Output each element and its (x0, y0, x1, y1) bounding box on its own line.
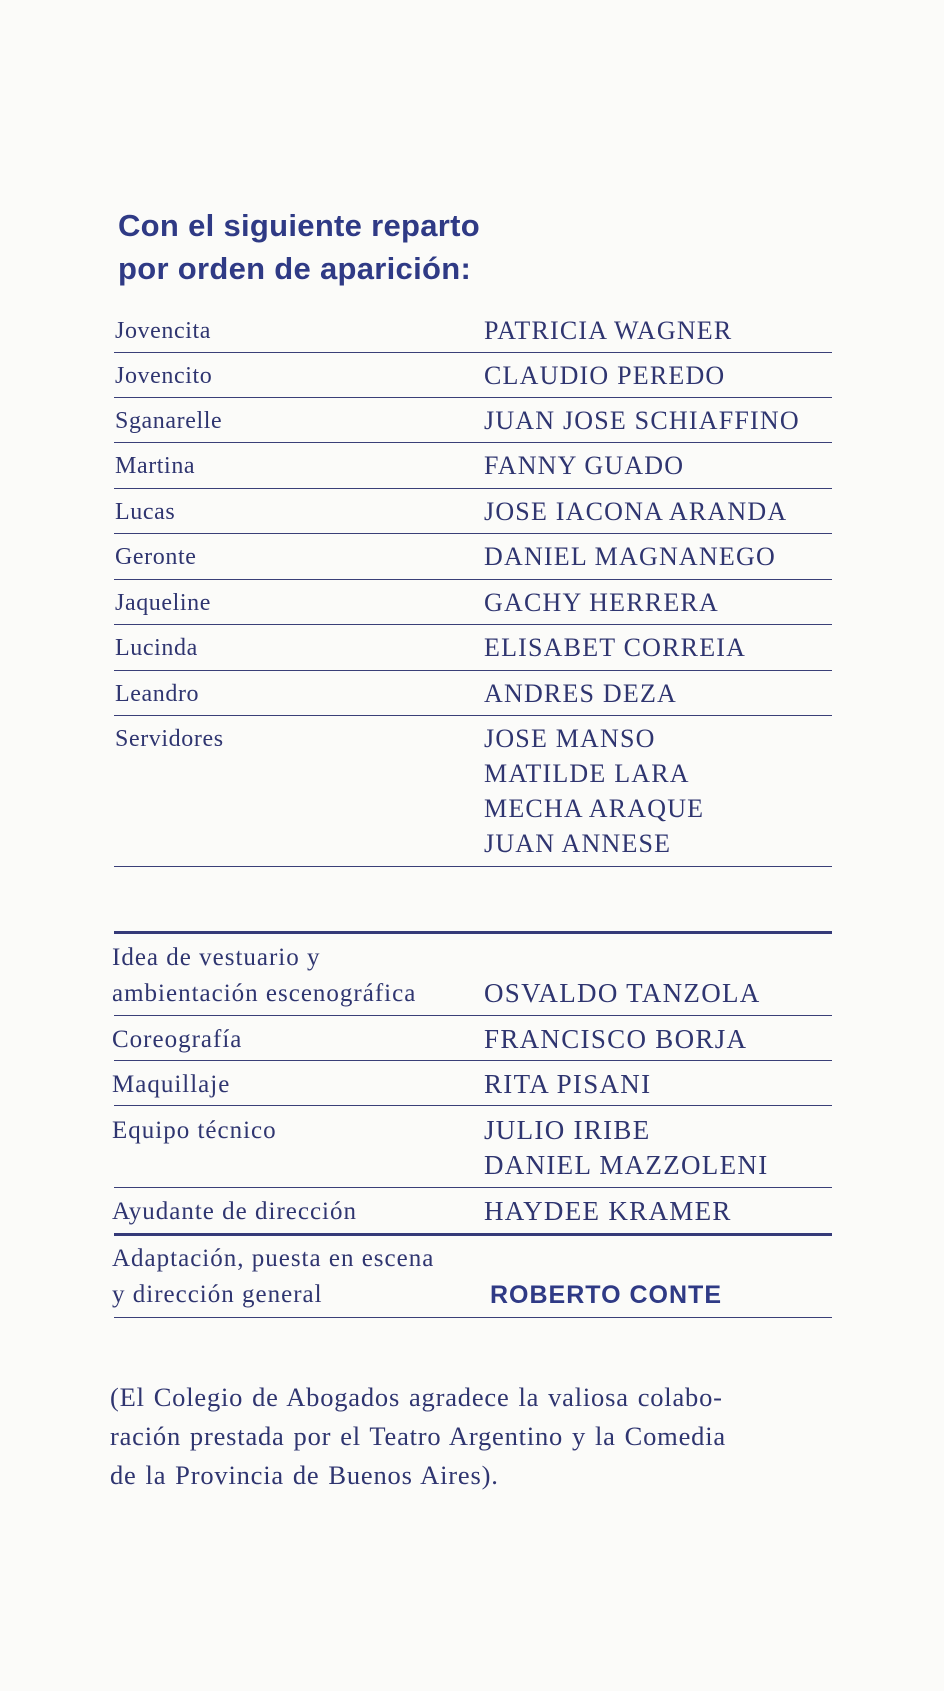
cast-role: Jaqueline (115, 590, 212, 616)
director-name: ROBERTO CONTE (490, 1281, 722, 1309)
cast-actor: CLAUDIO PEREDO (484, 361, 726, 390)
divider-line (114, 442, 832, 443)
cast-actor: PATRICIA WAGNER (484, 316, 733, 345)
crew-role: Coreografía (112, 1026, 243, 1053)
cast-actor: JOSE MANSO (484, 724, 656, 753)
crew-role: y dirección general (112, 1281, 323, 1308)
cast-actor: FANNY GUADO (484, 451, 685, 480)
cast-role: Lucinda (115, 635, 198, 661)
crew-member: HAYDEE KRAMER (484, 1196, 732, 1226)
cast-actor: JOSE IACONA ARANDA (484, 497, 788, 526)
crew-member: OSVALDO TANZOLA (484, 978, 761, 1008)
divider-line (114, 352, 832, 353)
crew-role: Idea de vestuario y (112, 944, 321, 971)
cast-actor: ANDRES DEZA (484, 679, 678, 708)
divider-line (114, 715, 832, 716)
cast-role: Sganarelle (115, 408, 223, 434)
divider-line (114, 1187, 832, 1188)
crew-member: FRANCISCO BORJA (484, 1024, 748, 1054)
cast-actor: JUAN ANNESE (484, 829, 672, 858)
acknowledgement-note (110, 1378, 840, 1495)
cast-actor: DANIEL MAGNANEGO (484, 542, 776, 571)
divider-line (114, 533, 832, 534)
crew-role: ambientación escenográfica (112, 980, 417, 1007)
cast-actor: ELISABET CORREIA (484, 633, 747, 662)
section-divider (114, 931, 832, 934)
crew-member: JULIO IRIBE (484, 1115, 651, 1145)
divider-line (114, 1233, 832, 1236)
divider-line (114, 866, 832, 867)
crew-role: Adaptación, puesta en escena (112, 1245, 435, 1272)
cast-heading (118, 204, 480, 290)
divider-line (114, 579, 832, 580)
crew-role: Maquillaje (112, 1071, 231, 1098)
cast-role: Leandro (115, 681, 200, 707)
cast-role: Geronte (115, 544, 197, 570)
cast-heading-line-1: Con el siguiente reparto (118, 208, 481, 243)
divider-line (114, 1015, 832, 1016)
cast-role: Servidores (115, 726, 224, 752)
divider-line (114, 1105, 832, 1106)
cast-role: Lucas (115, 499, 176, 525)
crew-role: Ayudante de dirección (112, 1198, 357, 1225)
divider-line (114, 670, 832, 671)
crew-member: DANIEL MAZZOLENI (484, 1150, 769, 1180)
cast-heading-line-2: por orden de aparición: (118, 251, 472, 286)
divider-line (114, 1060, 832, 1061)
acknowledgement-line-2: ración prestada por el Teatro Argentino y la Comedia (110, 1421, 726, 1451)
crew-member: RITA PISANI (484, 1069, 652, 1099)
acknowledgement-line-1: (El Colegio de Abogados agradece la valiosa colabo- (110, 1382, 723, 1412)
cast-actor: MECHA ARAQUE (484, 794, 705, 823)
cast-role: Jovencita (115, 318, 212, 344)
divider-line (114, 1317, 832, 1318)
cast-actor: MATILDE LARA (484, 759, 690, 788)
cast-role: Martina (115, 453, 196, 479)
cast-role: Jovencito (115, 363, 213, 389)
crew-role: Equipo técnico (112, 1117, 277, 1144)
acknowledgement-line-3: de la Provincia de Buenos Aires). (110, 1460, 499, 1490)
cast-actor: GACHY HERRERA (484, 588, 719, 617)
cast-actor: JUAN JOSE SCHIAFFINO (484, 406, 800, 435)
divider-line (114, 488, 832, 489)
divider-line (114, 397, 832, 398)
divider-line (114, 624, 832, 625)
